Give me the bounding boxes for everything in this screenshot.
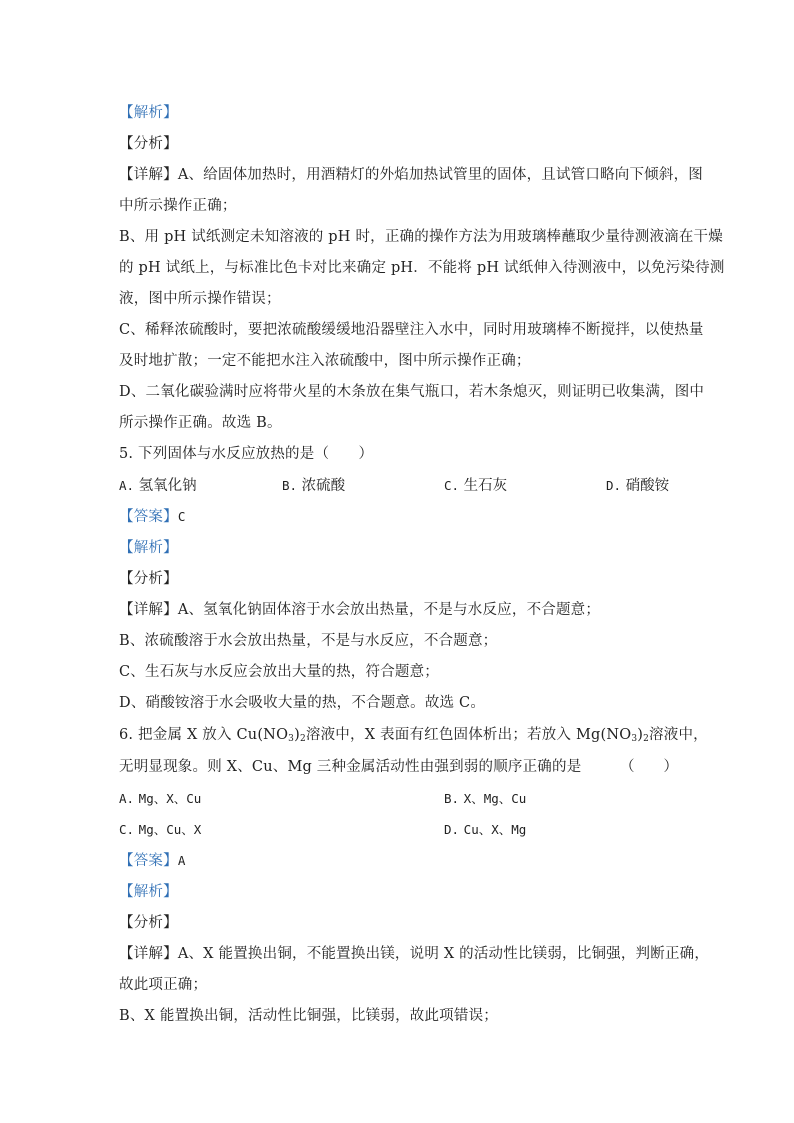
q6-option-b <box>444 789 526 809</box>
q5-option-a <box>119 476 197 496</box>
stem-part: ) <box>637 727 644 743</box>
option-text: Mg、X、Cu <box>138 791 202 806</box>
detail-paragraph-line <box>119 600 600 620</box>
option-text: 浓硫酸 <box>301 478 346 494</box>
detail-paragraph-line: 的 pH 试纸上，与标准比色卡对比来确定 pH．不能将 pH 试纸伸入待测液中，以免污染待测 <box>119 260 725 276</box>
stem-part: 溶液中， <box>649 727 708 743</box>
detail-paragraph-line: 液，图中所示操作错误； <box>119 291 281 307</box>
detail-paragraph-line: C、稀释浓硫酸时，要把浓硫酸缓缓地沿器壁注入水中，同时用玻璃棒不断搅拌，以使热量 <box>119 322 704 338</box>
breakdown-tag: 【分析】 <box>119 915 178 931</box>
detail-paragraph-line: 及时地扩散；一定不能把水注入浓硫酸中，图中所示操作正确； <box>119 353 531 369</box>
q5-option-b <box>282 476 345 496</box>
detail-tag: 【详解】 <box>119 602 178 618</box>
detail-paragraph-line: 中所示操作正确； <box>119 198 237 214</box>
q6-answer-line <box>119 851 186 871</box>
detail-paragraph-line <box>119 944 709 964</box>
detail-tag: 【详解】 <box>119 946 178 962</box>
option-text: Mg、Cu、X <box>138 822 202 837</box>
question-5-stem: 5. 下列固体与水反应放热的是（ ） <box>119 446 374 462</box>
answer-tag: 【答案】 <box>119 853 178 869</box>
analysis-tag: 【解析】 <box>119 540 178 556</box>
subscript: 2 <box>299 734 306 744</box>
detail-paragraph-line: B、X 能置换出铜，活动性比铜强，比镁弱，故此项错误； <box>119 1008 498 1024</box>
option-letter: D. <box>606 478 622 493</box>
q5-option-c <box>444 476 507 496</box>
option-letter: A. <box>119 791 135 806</box>
answer-tag: 【答案】 <box>119 509 178 525</box>
option-text: 硝酸铵 <box>625 478 670 494</box>
q5-answer-value: C <box>177 509 186 524</box>
stem-part: ) <box>294 727 300 743</box>
detail-tag: 【详解】 <box>119 167 178 183</box>
detail-paragraph-line: 所示操作正确。故选 B。 <box>119 415 282 431</box>
stem-text: 无明显现象。则 X、Cu、Mg 三种金属活动性由强到弱的顺序正确的是 <box>119 759 582 775</box>
detail-paragraph-line: B、用 pH 试纸测定未知溶液的 pH 时，正确的操作方法为用玻璃棒蘸取少量待测液滴在干燥 <box>119 229 723 245</box>
analysis-tag: 【解析】 <box>119 105 178 121</box>
detail-paragraph-line: B、浓硫酸溶于水会放出热量，不是与水反应，不合题意； <box>119 633 498 649</box>
detail-paragraph-line <box>119 165 703 185</box>
question-6-stem-line2 <box>119 757 581 777</box>
analysis-tag: 【解析】 <box>119 884 178 900</box>
detail-text: A、X 能置换出铜，不能置换出镁，说明 X 的活动性比镁弱，比铜强，判断正确， <box>177 946 710 962</box>
breakdown-heading <box>119 134 178 154</box>
breakdown-heading <box>119 569 178 589</box>
breakdown-heading <box>119 913 178 933</box>
subscript: 2 <box>643 734 650 744</box>
option-letter: D. <box>444 822 460 837</box>
stem-part: 6. 把金属 X 放入 Cu(NO <box>119 727 289 743</box>
option-letter: B. <box>282 478 298 493</box>
detail-text: A、给固体加热时，用酒精灯的外焰加热试管里的固体，且试管口略向下倾斜，图 <box>177 167 703 183</box>
q6-answer-value: A <box>177 853 186 868</box>
option-letter: C. <box>119 822 135 837</box>
option-text: X、Mg、Cu <box>463 791 527 806</box>
analysis-heading <box>119 538 178 558</box>
option-text: Cu、X、Mg <box>463 822 527 837</box>
q6-option-d <box>444 820 526 840</box>
detail-paragraph-line: D、硝酸铵溶于水会吸收大量的热，不合题意。故选 C。 <box>119 695 486 711</box>
breakdown-tag: 【分析】 <box>119 136 178 152</box>
detail-paragraph-line: 故此项正确； <box>119 977 208 993</box>
option-letter: C. <box>444 478 460 493</box>
q5-answer-line <box>119 507 186 527</box>
q6-option-c <box>119 820 201 840</box>
breakdown-tag: 【分析】 <box>119 571 178 587</box>
detail-text: A、氢氧化钠固体溶于水会放出热量，不是与水反应，不合题意； <box>177 602 601 618</box>
detail-paragraph-line: C、生石灰与水反应会放出大量的热，符合题意； <box>119 664 439 680</box>
answer-blank-paren: （ ） <box>620 759 678 775</box>
stem-part: 溶液中，X 表面有红色固体析出；若放入 Mg(NO <box>305 727 632 743</box>
option-letter: B. <box>444 791 460 806</box>
option-text: 生石灰 <box>463 478 508 494</box>
question-6-stem <box>119 725 708 749</box>
q6-option-a <box>119 789 201 809</box>
analysis-heading <box>119 882 178 902</box>
option-text: 氢氧化钠 <box>138 478 197 494</box>
detail-paragraph-line: D、二氧化碳验满时应将带火星的木条放在集气瓶口，若木条熄灭，则证明已收集满，图中 <box>119 384 705 400</box>
option-letter: A. <box>119 478 135 493</box>
analysis-heading <box>119 103 178 123</box>
q5-option-d <box>606 476 669 496</box>
subscript: 3 <box>288 734 295 744</box>
subscript: 3 <box>631 734 638 744</box>
